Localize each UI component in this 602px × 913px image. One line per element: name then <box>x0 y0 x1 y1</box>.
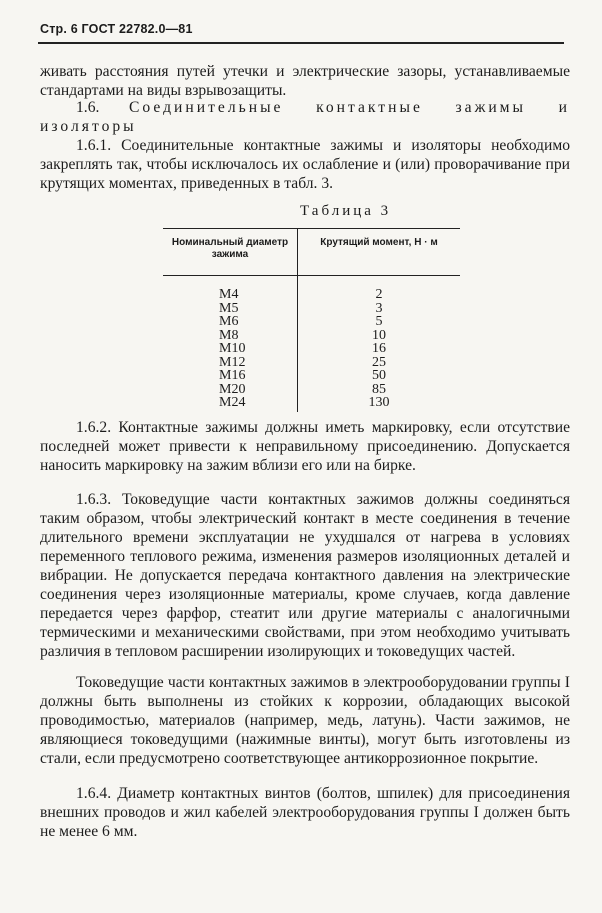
section-heading <box>40 98 570 136</box>
col-diameter <box>163 276 297 412</box>
cell-torque: 130 <box>368 395 390 410</box>
cell-torque: 2 <box>375 287 383 302</box>
paragraph-group-i: Токоведущие части контактных зажимов в электрооборудовании группы I должны быть выполнены из стойких к коррозии, обладающих высокой проводимостью, материалов (например, медь, латунь). Части зажимов, не являющиеся токоведущими (нажимные винты), могут быть изготовлены из стали, если предусмотрено соответствующее антикоррозионное покрытие. <box>40 674 570 767</box>
cell-diameter: M12 <box>219 354 246 370</box>
cell-diameter: M16 <box>219 368 246 383</box>
paragraph-1-6-4: 1.6.4. Диаметр контактных винтов (болтов, шпилек) для присоединения внешних проводов и жил кабелей электрооборудования группы I должен быть не менее 6 мм. <box>40 785 570 840</box>
cell-diameter: M6 <box>219 314 239 329</box>
page-header: Стр. 6 ГОСТ 22782.0—81 <box>40 22 193 36</box>
paragraph-1-6-1: 1.6.1. Соединительные контактные зажимы и изоляторы необходимо закреплять так, чтобы исключалось их ослабление и (или) проворачивание при крутящих моментах, приведенных в табл. 3. <box>40 137 570 192</box>
cell-torque: 3 <box>375 300 383 316</box>
section-title: Соединительные контактные зажимы и изоляторы <box>40 99 570 135</box>
paragraph-continuation: живать расстояния путей утечки и электрические зазоры, устанавливаемые стандартами на виды взрывозащиты. <box>40 63 570 99</box>
col-diameter-header: Номинальный диаметр зажима <box>171 237 289 260</box>
cell-diameter: M5 <box>219 300 239 316</box>
col-torque-header: Крутящий момент, Н · м <box>297 229 460 275</box>
cell-torque: 5 <box>375 314 383 329</box>
cell-torque: 10 <box>372 327 386 343</box>
cell-torque: 25 <box>372 354 386 370</box>
cell-diameter: M24 <box>219 395 246 410</box>
cell-diameter: M20 <box>219 381 246 397</box>
table-title: Таблица 3 <box>300 203 392 219</box>
paragraph-1-6-3: 1.6.3. Токоведущие части контактных зажимов должны соединяться таким образом, чтобы электрический контакт в месте соединения в течение длительного времени эксплуатации не ухудшался от нагрева в условиях переменного теплового режима, изменения размеров изоляционных деталей и вибрации. Не допускается передача контактного давления на электрические соединения через изоляционные материалы, кроме случаев, когда давление передается через фарфор, стеатит или другие материалы с аналогичными термическими и механическими свойствами, при этом необходимо учитывать различия в тепловом расширении изолирующих и токоведущих частей. <box>40 491 570 660</box>
paragraph-1-6-2: 1.6.2. Контактные зажимы должны иметь маркировку, если отсутствие последней может привести к неправильному присоединению. Допускается наносить маркировку на зажим вблизи его или на бирке. <box>40 419 570 474</box>
table-body <box>163 276 460 412</box>
section-number: 1.6. <box>76 99 100 116</box>
cell-torque: 85 <box>372 381 386 397</box>
col-torque <box>297 276 460 412</box>
torque-table <box>163 228 460 412</box>
cell-torque: 50 <box>372 368 386 383</box>
table-header <box>163 229 460 276</box>
cell-torque: 16 <box>372 341 386 356</box>
cell-diameter: M10 <box>219 341 246 356</box>
cell-diameter: M4 <box>219 287 239 302</box>
header-rule <box>38 42 564 44</box>
cell-diameter: M8 <box>219 327 239 343</box>
